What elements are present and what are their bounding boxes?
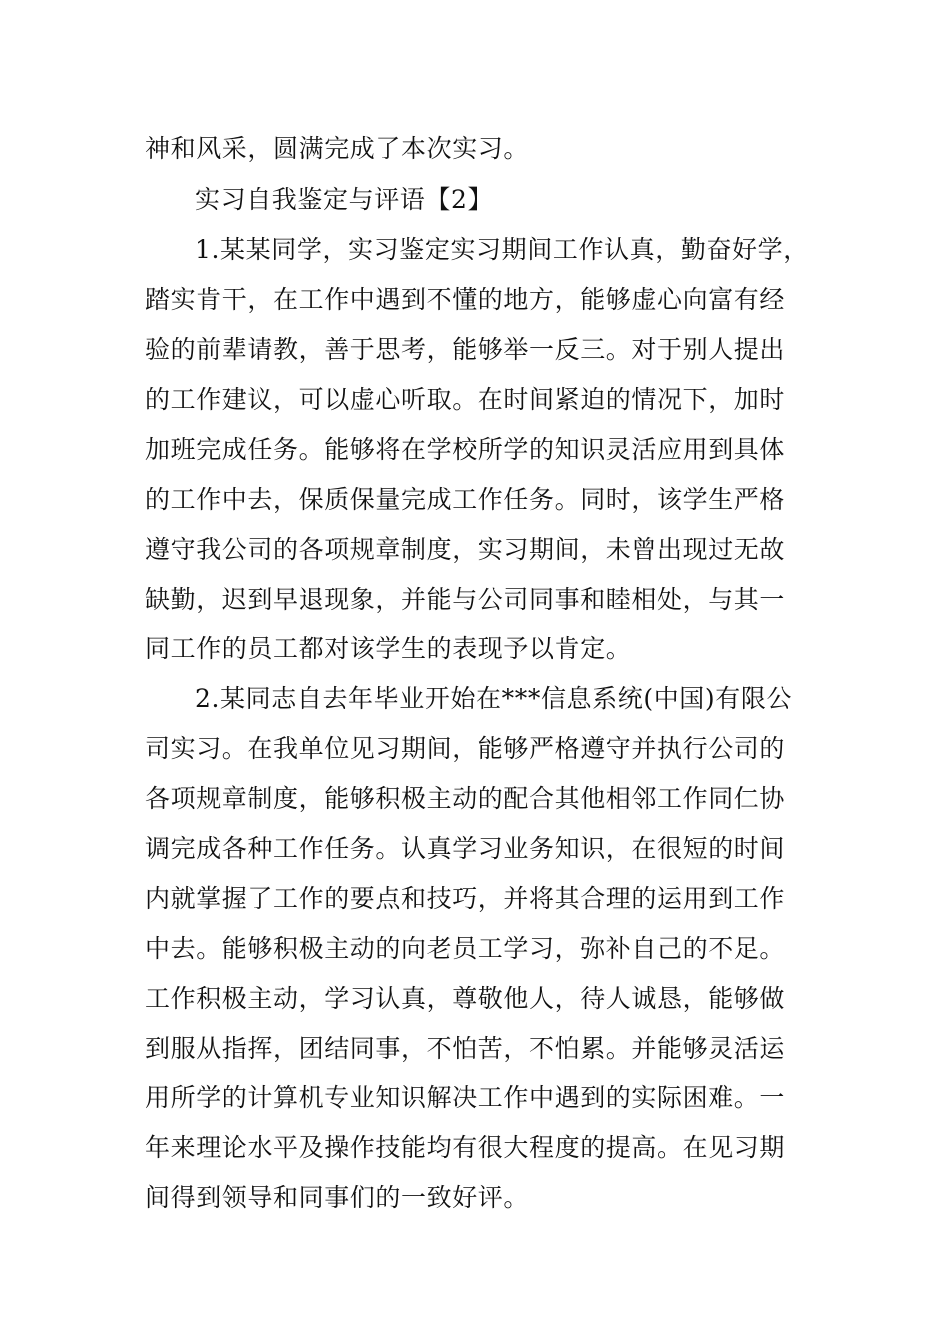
text-line: 缺勤，迟到早退现象，并能与公司同事和睦相处，与其一	[145, 585, 786, 614]
text-line: 加班完成任务。能够将在学校所学的知识灵活应用到具体	[145, 435, 786, 464]
text-line: 中去。能够积极主动的向老员工学习，弥补自己的不足。	[145, 934, 786, 963]
text-line: 同工作的员工都对该学生的表现予以肯定。	[145, 634, 632, 663]
section-heading: 实习自我鉴定与评语【2】	[195, 185, 494, 214]
text-line: 验的前辈请教，善于思考，能够举一反三。对于别人提出	[145, 335, 786, 364]
text-line: 调完成各种工作任务。认真学习业务知识，在很短的时间	[145, 834, 786, 863]
text-line: 神和风采，圆满完成了本次实习。	[145, 134, 530, 163]
text-line: 年来理论水平及操作技能均有很大程度的提高。在见习期	[145, 1133, 786, 1162]
text-line: 用所学的计算机专业知识解决工作中遇到的实际困难。一	[145, 1083, 786, 1112]
text-line: 遵守我公司的各项规章制度，实习期间，未曾出现过无故	[145, 535, 786, 564]
text-line: 工作积极主动，学习认真，尊敬他人，待人诚恳，能够做	[145, 984, 786, 1013]
text-line: 的工作建议，可以虚心听取。在时间紧迫的情况下，加时	[145, 385, 786, 414]
text-line: 到服从指挥，团结同事，不怕苦，不怕累。并能够灵活运	[145, 1034, 786, 1063]
text-line: 1.某某同学，实习鉴定实习期间工作认真，勤奋好学，	[195, 235, 809, 264]
text-line: 的工作中去，保质保量完成工作任务。同时，该学生严格	[145, 485, 786, 514]
text-line: 间得到领导和同事们的一致好评。	[145, 1183, 530, 1212]
text-line: 踏实肯干，在工作中遇到不懂的地方，能够虚心向富有经	[145, 285, 786, 314]
text-line: 内就掌握了工作的要点和技巧，并将其合理的运用到工作	[145, 884, 786, 913]
text-line: 各项规章制度，能够积极主动的配合其他相邻工作同仁协	[145, 784, 786, 813]
text-line: 2.某同志自去年毕业开始在***信息系统(中国)有限公	[195, 684, 793, 713]
text-line: 司实习。在我单位见习期间，能够严格遵守并执行公司的	[145, 734, 786, 763]
